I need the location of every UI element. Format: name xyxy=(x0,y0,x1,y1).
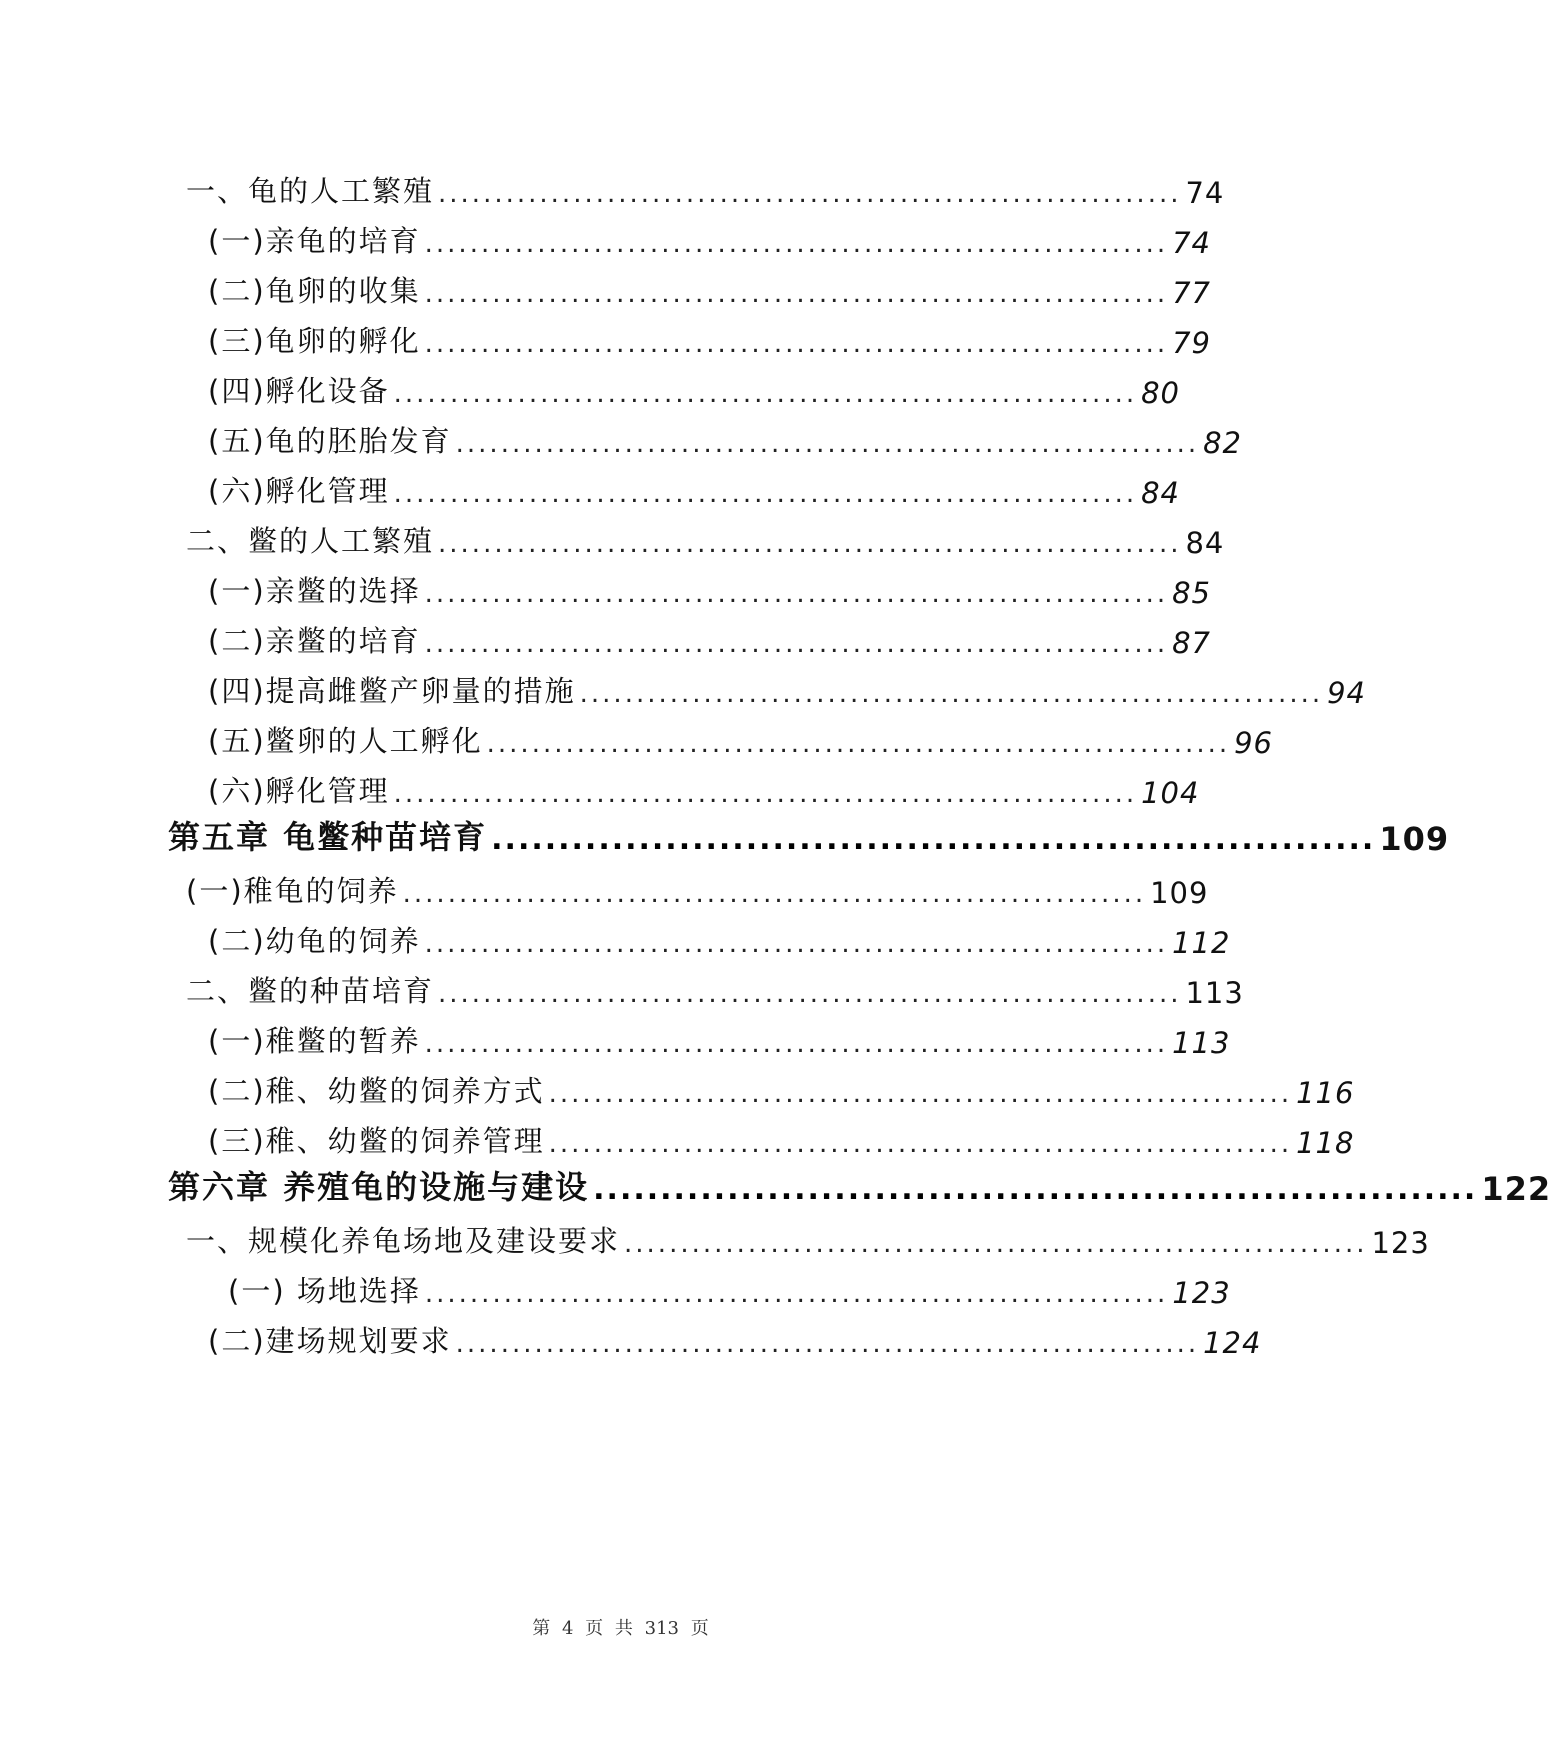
page-footer: 第 4 页 共 313 页 xyxy=(532,1618,709,1639)
toc-entry[interactable] xyxy=(208,464,1181,510)
toc-entry-label: (一)稚鳖的暂养 xyxy=(208,1024,421,1058)
leader-dots: .................................................................. xyxy=(438,978,1182,1009)
toc-entry-page: 113 xyxy=(1172,1026,1231,1060)
toc-chapter-entry[interactable] xyxy=(168,812,1450,858)
leader-dots: .................................................................. xyxy=(548,1128,1293,1159)
toc-entry[interactable] xyxy=(186,1214,1430,1260)
leader-dots: .................................................................. xyxy=(491,822,1376,857)
leader-dots: .................................................................. xyxy=(424,1028,1169,1059)
toc-entry-page: 94 xyxy=(1327,676,1367,710)
toc-entry-label: (一)稚龟的饲养 xyxy=(186,874,399,908)
toc-entry-label: (五)龟的胚胎发育 xyxy=(208,424,452,458)
toc-entry-page: 122 xyxy=(1481,1170,1551,1208)
toc-entry-page: 124 xyxy=(1203,1326,1262,1360)
leader-dots: .................................................................. xyxy=(424,628,1169,659)
toc-entry-label: 一、规模化养龟场地及建设要求 xyxy=(186,1224,621,1258)
toc-entry-label: (四)提高雌鳖产卵量的措施 xyxy=(208,674,576,708)
leader-dots: .................................................................. xyxy=(624,1228,1368,1259)
leader-dots: .................................................................. xyxy=(548,1078,1293,1109)
toc-entry-label: (一) 场地选择 xyxy=(228,1274,421,1308)
leader-dots: .................................................................. xyxy=(424,278,1169,309)
leader-dots: .................................................................. xyxy=(424,1278,1169,1309)
toc-entry[interactable] xyxy=(186,864,1209,910)
toc-entry-label: 第六章 养殖龟的设施与建设 xyxy=(168,1168,590,1206)
toc-entry-page: 74 xyxy=(1172,226,1212,260)
toc-entry-label: (一)亲龟的培育 xyxy=(208,224,421,258)
toc-entry-label: (三)龟卵的孵化 xyxy=(208,324,421,358)
toc-entry-page: 123 xyxy=(1371,1226,1430,1260)
toc-entry-page: 118 xyxy=(1296,1126,1355,1160)
leader-dots: .................................................................. xyxy=(424,928,1169,959)
toc-entry-page: 123 xyxy=(1172,1276,1231,1310)
toc-entry-page: 85 xyxy=(1172,576,1212,610)
leader-dots: .................................................................. xyxy=(424,328,1169,359)
toc-entry-page: 80 xyxy=(1141,376,1181,410)
leader-dots: .................................................................. xyxy=(438,178,1182,209)
toc-entry[interactable] xyxy=(208,364,1181,410)
toc-entry[interactable] xyxy=(208,614,1212,660)
toc-entry-page: 96 xyxy=(1234,726,1274,760)
toc-entry-page: 74 xyxy=(1185,176,1225,210)
toc-entry-page: 116 xyxy=(1296,1076,1355,1110)
toc-entry-page: 112 xyxy=(1172,926,1231,960)
leader-dots: .................................................................. xyxy=(579,678,1324,709)
toc-chapter-entry[interactable] xyxy=(168,1162,1551,1208)
toc-entry[interactable] xyxy=(208,264,1212,310)
toc-entry[interactable] xyxy=(208,1314,1262,1360)
leader-dots: .................................................................. xyxy=(455,428,1200,459)
toc-entry-label: (五)鳖卵的人工孵化 xyxy=(208,724,483,758)
toc-entry[interactable] xyxy=(208,564,1212,610)
leader-dots: .................................................................. xyxy=(393,778,1138,809)
leader-dots: .................................................................. xyxy=(424,578,1169,609)
toc-entry-label: (二)亲鳖的培育 xyxy=(208,624,421,658)
toc-entry-label: (二)建场规划要求 xyxy=(208,1324,452,1358)
toc-entry-label: 二、鳖的人工繁殖 xyxy=(186,524,435,558)
toc-entry-page: 104 xyxy=(1141,776,1200,810)
leader-dots: .................................................................. xyxy=(455,1328,1200,1359)
toc-entry[interactable] xyxy=(208,414,1243,460)
toc-entry[interactable] xyxy=(208,764,1200,810)
toc-entry[interactable] xyxy=(208,314,1212,360)
toc-entry-label: (二)幼龟的饲养 xyxy=(208,924,421,958)
leader-dots: .................................................................. xyxy=(393,378,1138,409)
toc-entry[interactable] xyxy=(208,664,1367,710)
toc-entry-page: 87 xyxy=(1172,626,1212,660)
leader-dots: .................................................................. xyxy=(438,528,1182,559)
toc-entry-page: 82 xyxy=(1203,426,1243,460)
toc-entry[interactable] xyxy=(208,714,1274,760)
leader-dots: .................................................................. xyxy=(424,228,1169,259)
toc-entry[interactable] xyxy=(208,914,1231,960)
toc-entry[interactable] xyxy=(186,964,1244,1010)
toc-entry[interactable] xyxy=(186,164,1225,210)
toc-entry[interactable] xyxy=(228,1264,1231,1310)
toc-entry-label: (二)龟卵的收集 xyxy=(208,274,421,308)
leader-dots: .................................................................. xyxy=(393,478,1138,509)
toc-entry-label: (六)孵化管理 xyxy=(208,474,390,508)
toc-entry-label: 第五章 龟鳖种苗培育 xyxy=(168,818,488,856)
toc-entry[interactable] xyxy=(208,1114,1355,1160)
toc-entry[interactable] xyxy=(208,214,1212,260)
toc-entry-page: 109 xyxy=(1150,876,1209,910)
toc-entry[interactable] xyxy=(208,1064,1355,1110)
toc-entry-page: 79 xyxy=(1172,326,1212,360)
leader-dots: .................................................................. xyxy=(593,1172,1478,1207)
toc-entry[interactable] xyxy=(208,1014,1231,1060)
toc-entry-page: 109 xyxy=(1379,820,1450,858)
toc-entry-label: 二、鳖的种苗培育 xyxy=(186,974,435,1008)
toc-entry-label: (一)亲鳖的选择 xyxy=(208,574,421,608)
leader-dots: .................................................................. xyxy=(402,878,1147,909)
toc-entry-label: (六)孵化管理 xyxy=(208,774,390,808)
leader-dots: .................................................................. xyxy=(486,728,1231,759)
toc-entry-page: 84 xyxy=(1141,476,1181,510)
toc-entry-label: 一、龟的人工繁殖 xyxy=(186,174,435,208)
toc-entry-label: (三)稚、幼鳖的饲养管理 xyxy=(208,1124,545,1158)
toc-entry-page: 77 xyxy=(1172,276,1212,310)
toc-entry-page: 113 xyxy=(1185,976,1244,1010)
toc-entry-page: 84 xyxy=(1185,526,1225,560)
toc-entry-label: (四)孵化设备 xyxy=(208,374,390,408)
toc-entry-label: (二)稚、幼鳖的饲养方式 xyxy=(208,1074,545,1108)
toc-entry[interactable] xyxy=(186,514,1225,560)
